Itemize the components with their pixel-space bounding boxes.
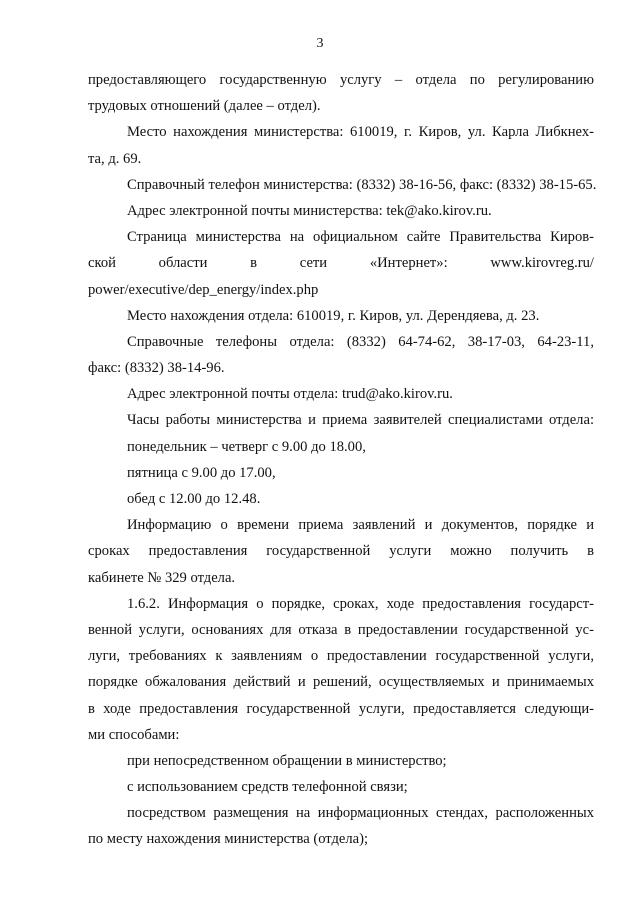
text-line: Страница министерства на официальном сайте Правительства Киров- [127, 229, 594, 246]
text-line: 1.6.2. Информация о порядке, сроках, ходе предоставления государст- [127, 595, 594, 612]
text-line: с использованием средств телефонной связи; [127, 779, 408, 796]
text-line: Информацию о времени приема заявлений и документов, порядке и [127, 517, 594, 534]
text-line: сроках предоставления государственной услуги можно получить в [88, 543, 594, 560]
text-line: порядке обжалования действий и решений, осуществляемых и принимаемых [88, 674, 594, 691]
page-number: 3 [316, 36, 324, 51]
text-line: power/executive/dep_energy/index.php [88, 281, 319, 298]
text-line: Место нахождения министерства: 610019, г. Киров, ул. Карла Либкнех- [127, 124, 594, 141]
text-line: ской области в сети «Интернет»: www.kirovreg.ru/ [88, 255, 594, 272]
text-line: пятница с 9.00 до 17.00, [127, 464, 276, 481]
text-line: Справочный телефон министерства: (8332) 38-16-56, факс: (8332) 38-15-65. [127, 176, 597, 193]
text-line: предоставляющего государственную услугу – отдела по регулированию [88, 72, 594, 88]
text-line: в ходе предоставления государственной услуги, предоставляется следующи- [88, 700, 594, 717]
text-line: Адрес электронной почты министерства: tek@ako.kirov.ru. [127, 202, 492, 219]
text-line: Адрес электронной почты отдела: trud@ako.kirov.ru. [127, 386, 453, 403]
text-line: Справочные телефоны отдела: (8332) 64-74-62, 38-17-03, 64-23-11, [127, 333, 594, 350]
text-line: обед с 12.00 до 12.48. [127, 491, 261, 507]
text-line: посредством размещения на информационных стендах, расположенных [127, 805, 594, 822]
text-line: луги, требованиях к заявлениям о предоставлении государственной услуги, [88, 648, 594, 665]
text-line: Место нахождения отдела: 610019, г. Киров, ул. Дерендяева, д. 23. [127, 307, 540, 324]
document-body [88, 67, 597, 853]
text-line: трудовых отношений (далее – отдел). [88, 98, 321, 115]
text-line: венной услуги, основаниях для отказа в предоставлении государственной ус- [88, 621, 594, 638]
text-line: при непосредственном обращении в министерство; [127, 752, 447, 769]
text-line: кабинете № 329 отдела. [88, 569, 236, 586]
text-line: ми способами: [88, 726, 180, 743]
text-line: факс: (8332) 38-14-96. [88, 360, 225, 377]
text-line: Часы работы министерства и приема заявителей специалистами отдела: [127, 412, 594, 429]
text-line: понедельник – четверг с 9.00 до 18.00, [127, 438, 366, 455]
text-line: по месту нахождения министерства (отдела); [88, 831, 369, 848]
text-line: та, д. 69. [88, 150, 142, 167]
